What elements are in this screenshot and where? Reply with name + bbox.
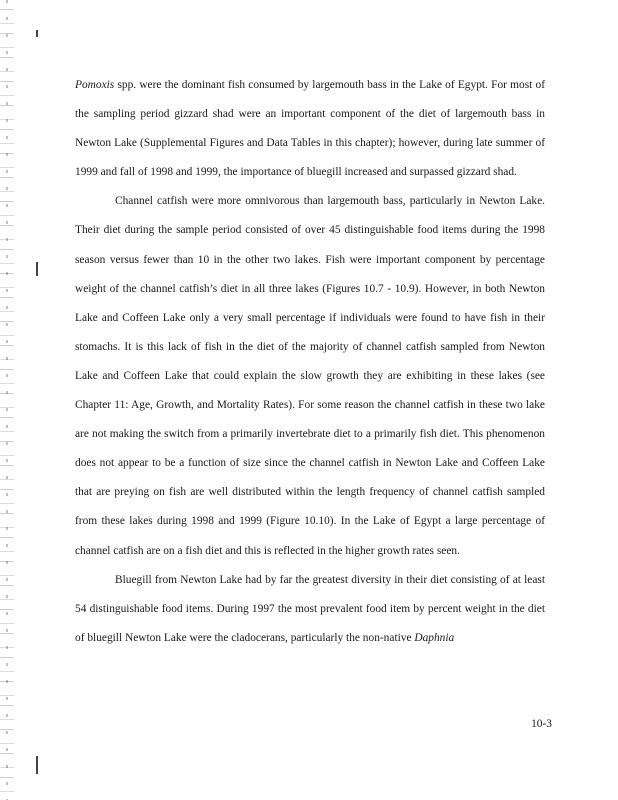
scan-margin-mark	[36, 30, 38, 37]
genus-name-italic: Daphnia	[414, 631, 455, 644]
paragraph-1	[75, 71, 545, 187]
scan-margin-mark	[36, 756, 38, 774]
page-number: 10-3	[531, 718, 552, 730]
paragraph-2-text: Channel catfish were more omnivorous than largemouth bass, particularly in Newton Lake. Their diet during the sample period consisted of over 45 distinguishable food items during the 1998 season versus fewer than 10 in the other two lakes. Fish were important component by percentage weight of the channel catfish’s diet in all three lakes (Figures 10.7 - 10.9). However, in both Newton Lake and Coffeen Lake only a very small percentage if individuals were found to have fish in their stomachs. It is this lack of fish in the diet of the majority of channel catfish sampled from Newton Lake and Coffeen Lake that could explain the slow growth they are exhibiting in these lakes (see Chapter 11: Age, Growth, and Mortality Rates). For some reason the channel catfish in these two lake are not making the switch from a primarily invertebrate diet to a primarily fish diet. This phenomenon does not appear to be a function of size since the channel catfish in Newton Lake and Coffeen Lake that are preying on fish are well distributed within the length frequency of channel catfish sampled from these lakes during 1998 and 1999 (Figure 10.10). In the Lake of Egypt a large percentage of channel catfish are on a fish diet and this is reflected in the higher growth rates seen.	[75, 195, 545, 557]
scan-margin-mark	[36, 262, 38, 276]
species-name-italic: Pomoxis	[75, 79, 115, 91]
paragraph-2	[75, 187, 545, 565]
body-text	[75, 71, 545, 653]
paragraph-3	[75, 566, 545, 653]
scan-edge-artifact-line	[6, 0, 8, 800]
paragraph-3-text: Bluegill from Newton Lake had by far the greatest diversity in their diet consisting of at least 54 distinguishable food items. During 1997 the most prevalent food item by percent weight in the diet of bluegill Newton Lake were the cladocerans, particularly the non-native	[75, 573, 545, 644]
paragraph-1-text: spp. were the dominant fish consumed by largemouth bass in the Lake of Egypt. For most of the sampling period gizzard shad were an important component of the diet of largemouth bass in Newton Lake (Supplemental Figures and Data Tables in this chapter); however, during late summer of 1999 and fall of 1998 and 1999, the importance of bluegill increased and surpassed gizzard shad.	[75, 79, 545, 179]
